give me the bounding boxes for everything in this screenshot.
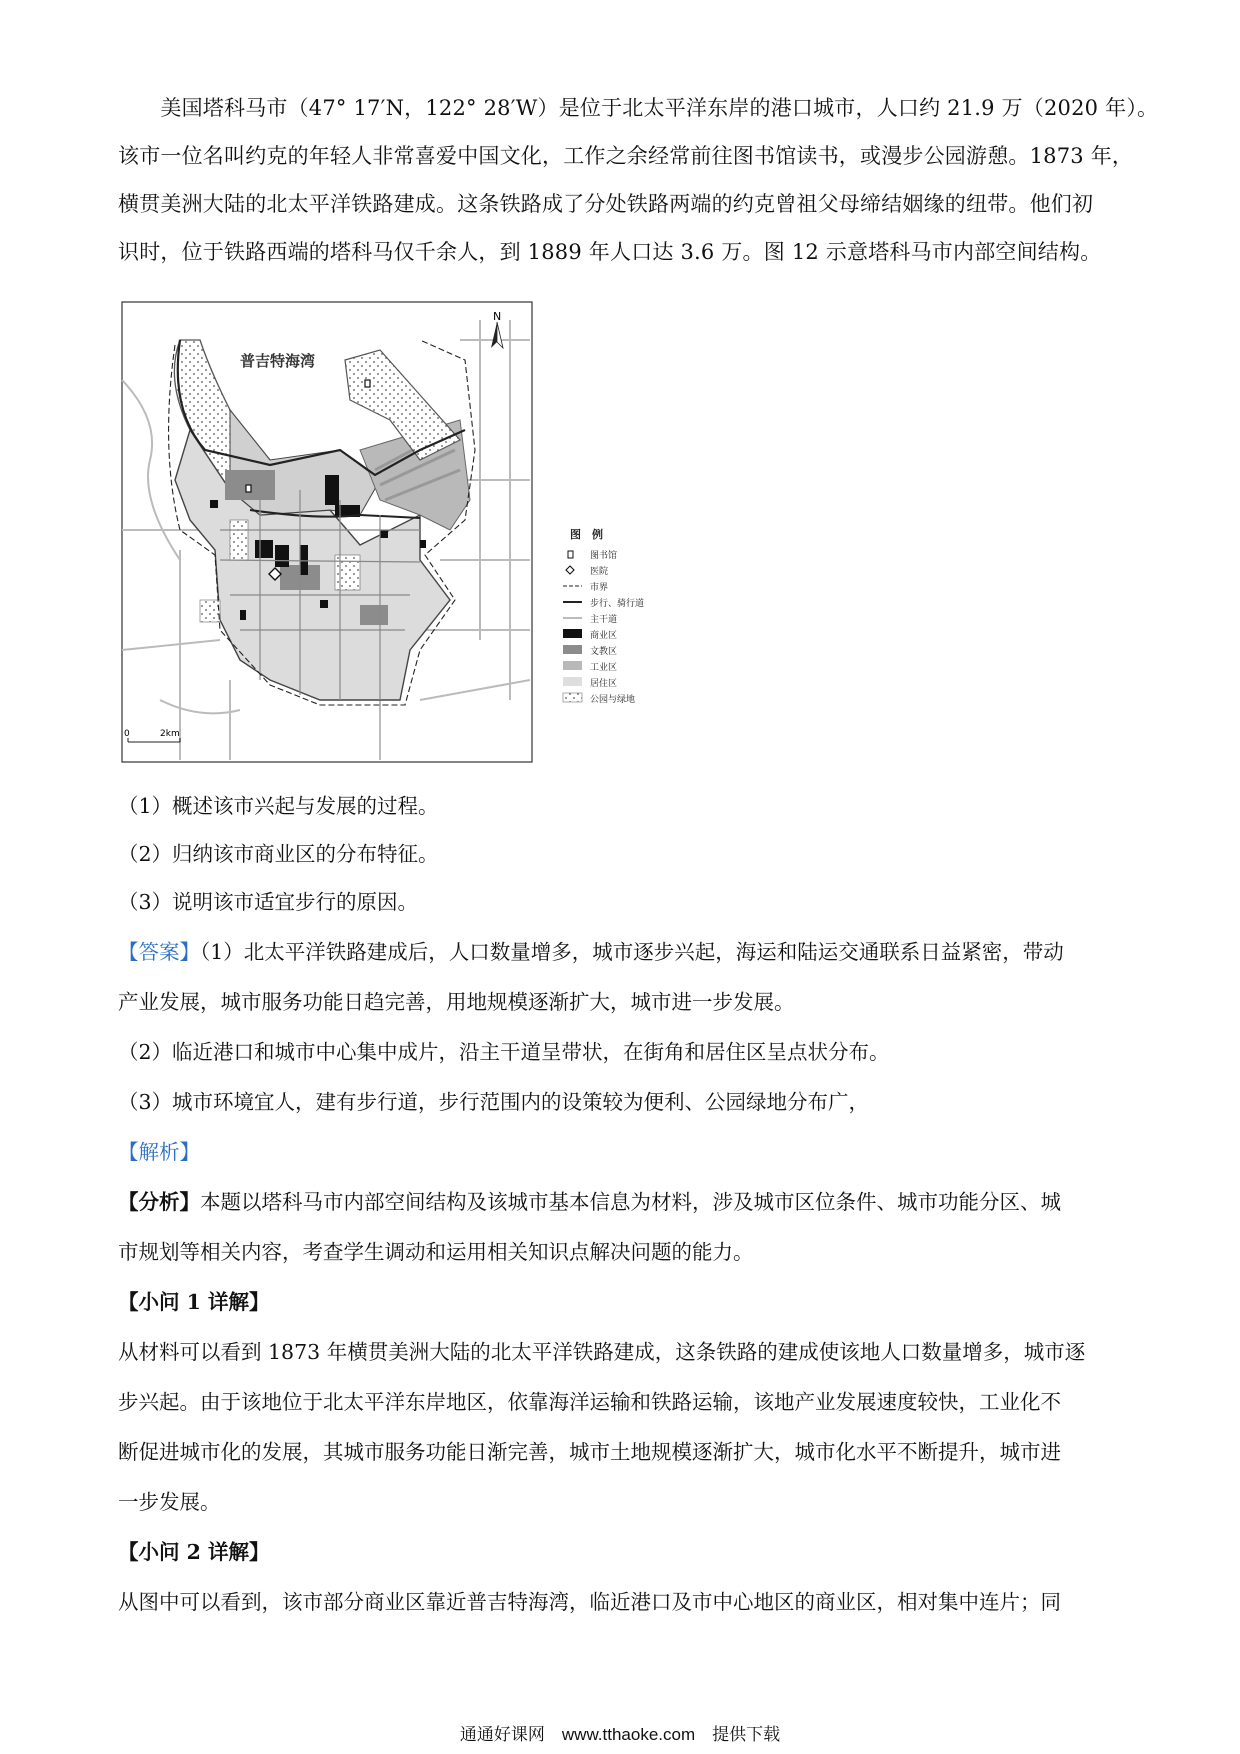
answer-tag: 【答案】	[118, 940, 200, 964]
question-1: （1）概述该市兴起与发展的过程。	[118, 794, 439, 818]
q2-line: 从图中可以看到，该市部分商业区靠近普吉特海湾，临近港口及市中心地区的商业区，相对集中连片；同	[118, 1590, 1061, 1614]
svg-text:医院: 医院	[590, 567, 609, 577]
legend-item-education	[563, 645, 617, 657]
svg-text:N: N	[493, 310, 502, 323]
intro-paragraph	[118, 84, 1159, 276]
legend-item-industrial	[563, 661, 617, 673]
q2-detail-tag: 【小问 2 详解】	[118, 1540, 270, 1564]
library-icon	[568, 551, 573, 558]
intro-line: 美国塔科马市（47° 17′N，122° 28′W）是位于北太平洋东岸的港口城市，人口约 21.9 万（2020 年）。	[118, 96, 1159, 120]
library-marker	[365, 380, 370, 387]
answer-line-3: （2）临近港口和城市中心集中成片，沿主干道呈带状，在街角和居住区呈点状分布。	[118, 1040, 890, 1064]
legend	[563, 527, 644, 705]
intro-line: 横贯美洲大陆的北太平洋铁路建成。这条铁路成了分处铁路两端的约克曾祖父母缔结姻缘的纽带。他们初	[118, 192, 1094, 216]
q1-line: 步兴起。由于该地位于北太平洋东岸地区，依靠海洋运输和铁路运输，该地产业发展速度较快，工业化不	[118, 1390, 1061, 1414]
svg-text:市界: 市界	[590, 583, 609, 593]
park	[335, 555, 360, 590]
city-structure-map	[120, 300, 680, 766]
fenxi-line-1: 【分析】本题以塔科马市内部空间结构及该城市基本信息为材料，涉及城市区位条件、城市功能分区、城	[118, 1190, 1061, 1214]
svg-text:步行、骑行道: 步行、骑行道	[590, 599, 645, 609]
svg-text:公园与绿地: 公园与绿地	[590, 695, 636, 705]
legend-item-park	[563, 693, 635, 705]
fenxi-line-2: 市规划等相关内容，考查学生调动和运用相关知识点解决问题的能力。	[118, 1240, 754, 1264]
legend-item-city-boundary	[563, 581, 608, 593]
library-marker	[246, 485, 251, 492]
svg-text:主干道: 主干道	[590, 615, 618, 625]
question-3: （3）说明该市适宜步行的原因。	[118, 890, 419, 914]
answer-line-4: （3）城市环境宜人，建有步行道，步行范围内的设策较为便利、公园绿地分布广，	[118, 1090, 870, 1114]
analysis-tag: 【解析】	[118, 1140, 200, 1164]
footer-source: 通通好课网 www.tthaoke.com 提供下载	[459, 1725, 781, 1744]
q1-detail-tag: 【小问 1 详解】	[118, 1290, 270, 1314]
q1-line: 断促进城市化的发展，其城市服务功能日渐完善，城市土地规模逐渐扩大，城市化水平不断提升，城市进	[118, 1440, 1061, 1464]
question-2: （2）归纳该市商业区的分布特征。	[118, 842, 439, 866]
park	[200, 600, 220, 622]
legend-item-hospital	[566, 566, 608, 577]
answer-line-2: 产业发展，城市服务功能日趋完善，用地规模逐渐扩大，城市进一步发展。	[118, 990, 795, 1014]
intro-line: 识时，位于铁路西端的塔科马仅千余人，到 1889 年人口达 3.6 万。图 12 示意塔科马市内部空间结构。	[118, 240, 1102, 264]
intro-line: 该市一位名叫约克的年轻人非常喜爱中国文化，工作之余经常前往图书馆读书，或漫步公园游憩。1873 年，	[118, 144, 1134, 168]
bay-label: 普吉特海湾	[240, 352, 316, 370]
answer-line-1: 【答案】（1）北太平洋铁路建成后，人口数量增多，城市逐步兴起，海运和陆运交通联系日益紧密，带动	[118, 940, 1064, 964]
hospital-diamond-icon	[566, 566, 574, 574]
legend-item-residential	[563, 677, 617, 689]
fenxi-tag: 【分析】	[118, 1190, 200, 1214]
svg-text:文教区: 文教区	[590, 647, 618, 657]
legend-item-walk-path	[563, 597, 644, 609]
svg-text:图书馆: 图书馆	[590, 551, 618, 561]
svg-text:商业区: 商业区	[590, 631, 618, 641]
svg-text:2km: 2km	[160, 729, 180, 739]
legend-title: 图 例	[570, 528, 603, 541]
legend-item-main-road	[563, 613, 617, 625]
legend-item-library	[568, 549, 617, 561]
q1-line: 从材料可以看到 1873 年横贯美洲大陆的北太平洋铁路建成，这条铁路的建成使该地人口数量增多，城市逐	[118, 1340, 1086, 1364]
education-zone	[360, 605, 388, 625]
svg-text:居住区: 居住区	[590, 679, 618, 689]
q1-line: 一步发展。	[118, 1490, 221, 1514]
park	[230, 520, 248, 560]
svg-text:工业区: 工业区	[590, 663, 618, 673]
svg-text:0: 0	[124, 729, 130, 739]
legend-item-commercial	[563, 629, 617, 641]
